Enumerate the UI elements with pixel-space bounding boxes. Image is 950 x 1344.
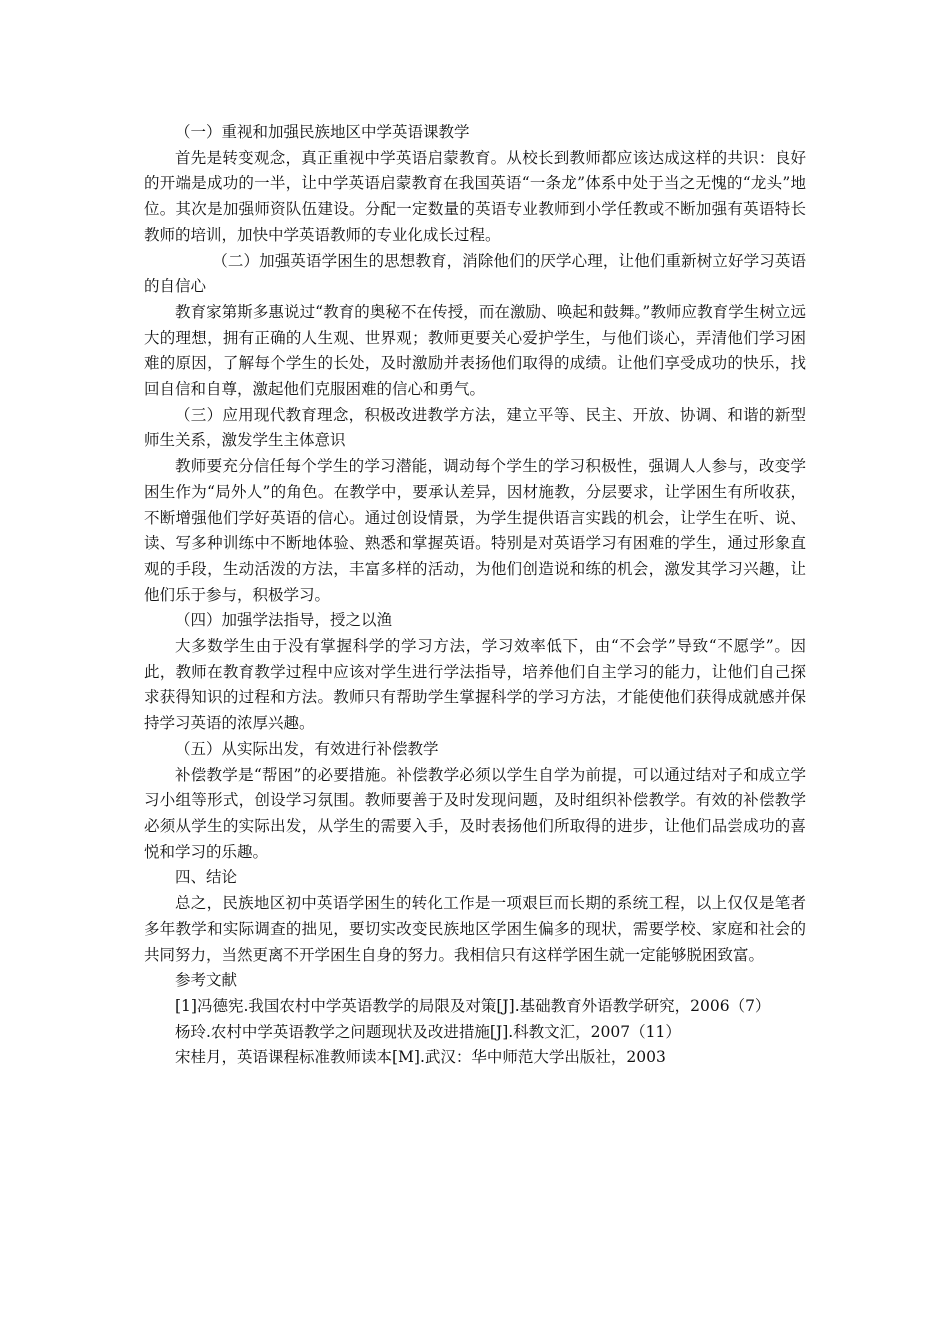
section-heading-1: （一）重视和加强民族地区中学英语课教学 [175, 123, 470, 141]
section-heading-3: （三）应用现代教育理念，积极改进教学方法，建立平等、民主、开放、协调、和谐的新型师生关系，激发学生主体意识 [144, 405, 806, 450]
section-heading-5: （五）从实际出发，有效进行补偿教学 [175, 739, 439, 758]
reference-item-1: [1]冯德宪.我国农村中学英语教学的局限及对策[J].基础教育外语教学研究，2006（7） [175, 996, 771, 1015]
document-body [144, 120, 806, 1071]
reference-item-3: 宋桂月，英语课程标准教师读本[M].武汉：华中师范大学出版社，2003 [175, 1048, 666, 1067]
paragraph-5: 补偿教学是“帮困”的必要措施。补偿教学必须以学生自学为前提，可以通过结对子和成立学习小组等形式，创设学习氛围。教师要善于及时发现问题，及时组织补偿教学。有效的补偿教学必须从学生的实际出发，从学生的需要入手，及时表扬他们所取得的进步，让他们品尝成功的喜悦和学习的乐趣。 [144, 765, 806, 861]
conclusion-paragraph: 总之，民族地区初中英语学困生的转化工作是一项艰巨而长期的系统工程，以上仅仅是笔者多年教学和实际调查的拙见，要切实改变民族地区学困生偏多的现状，需要学校、家庭和社会的共同努力，当然更离不开学困生自身的努力。我相信只有这样学困生就一定能够脱困致富。 [144, 894, 806, 964]
conclusion-heading: 四、结论 [175, 868, 238, 887]
paragraph-2: 教育家第斯多惠说过“教育的奥秘不在传授，而在激励、唤起和鼓舞。”教师应教育学生树立远大的理想，拥有正确的人生观、世界观；教师更要关心爱护学生，与他们谈心，弄清他们学习困难的原因，了解每个学生的长处，及时激励并表扬他们取得的成绩。让他们享受成功的快乐，找回自信和自尊，激起他们克服困难的信心和勇气。 [144, 302, 806, 399]
section-heading-2: （二）加强英语学困生的思想教育，消除他们的厌学心理，让他们重新树立好学习英语的自信心 [144, 251, 806, 296]
references-title: 参考文献 [175, 971, 238, 990]
paragraph-3: 教师要充分信任每个学生的学习潜能，调动每个学生的学习积极性，强调人人参与，改变学困生作为“局外人”的角色。在教学中，要承认差异，因材施教，分层要求，让学困生有所收获，不断增强他们学好英语的信心。通过创设情景，为学生提供语言实践的机会，让学生在听、说、读、写多种训练中不断地体验、熟悉和掌握英语。特别是对英语学习有困难的学生，通过形象直观的手段，生动活泼的方法，丰富多样的活动，为他们创造说和练的机会，激发其学习兴趣，让他们乐于参与，积极学习。 [144, 457, 806, 604]
paragraph-4: 大多数学生由于没有掌握科学的学习方法，学习效率低下，由“不会学”导致“不愿学”。因此，教师在教育教学过程中应该对学生进行学法指导，培养他们自主学习的能力，让他们自己探求获得知识的过程和方法。教师只有帮助学生掌握科学的学习方法，才能使他们获得成就感并保持学习英语的浓厚兴趣。 [144, 637, 806, 733]
paragraph-1: 首先是转变观念，真正重视中学英语启蒙教育。从校长到教师都应该达成这样的共识：良好的开端是成功的一半，让中学英语启蒙教育在我国英语“一条龙”体系中处于当之无愧的“龙头”地位。其次是加强师资队伍建设。分配一定数量的英语专业教师到小学任教或不断加强有英语特长教师的培训，加快中学英语教师的专业化成长过程。 [144, 148, 806, 244]
section-heading-4: （四）加强学法指导，授之以渔 [175, 611, 393, 630]
reference-item-2: 杨玲.农村中学英语教学之问题现状及改进措施[J].科教文汇，2007（11） [175, 1022, 681, 1041]
